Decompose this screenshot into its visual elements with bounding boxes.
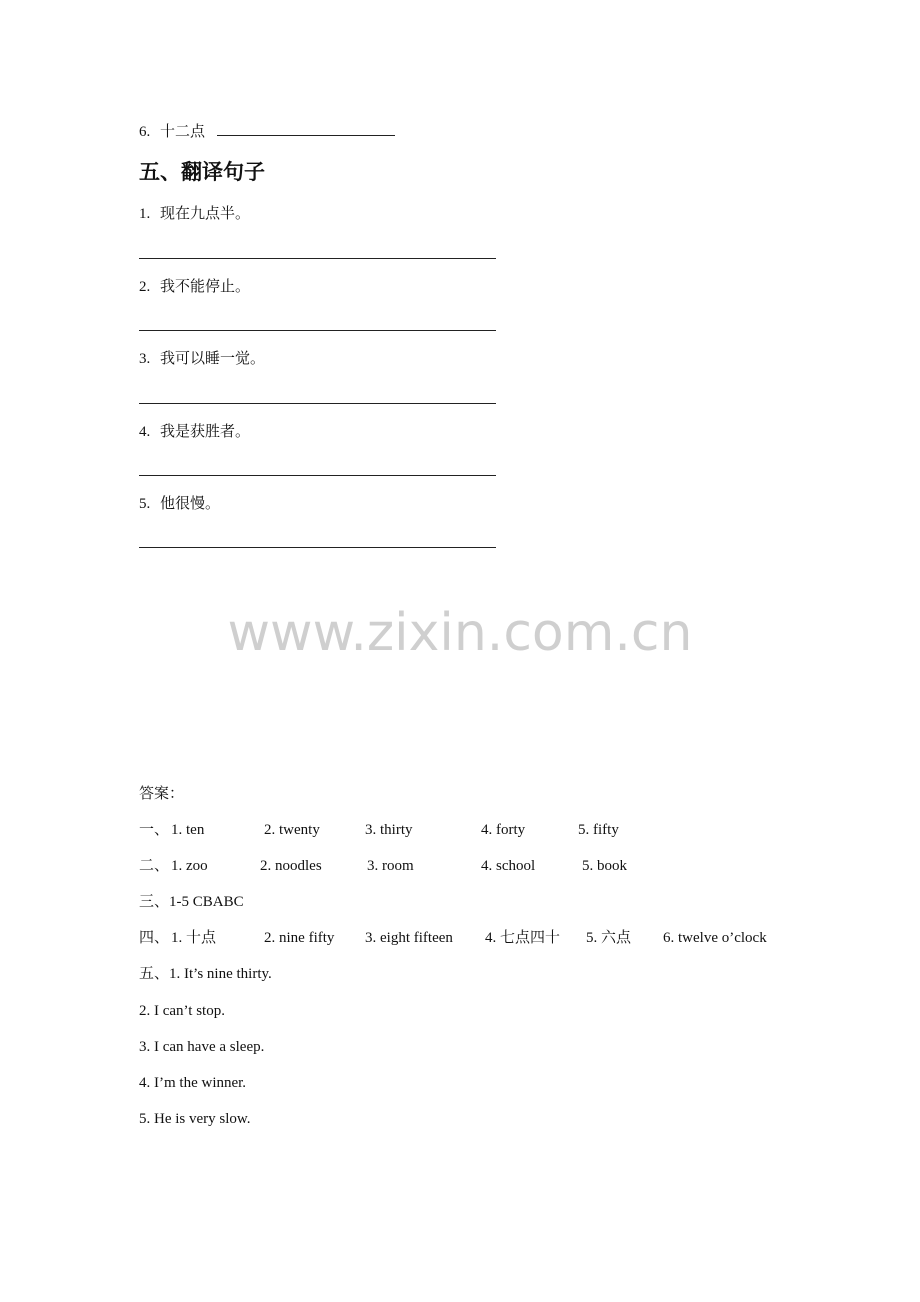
- answer-cell: 4. forty: [481, 822, 526, 838]
- translate-item-2: [139, 278, 250, 296]
- item-text: 我可以睡一觉。: [160, 351, 266, 367]
- item-number: 4.: [139, 424, 151, 440]
- row-prefix: 一、: [139, 822, 170, 838]
- item-text: 我是获胜者。: [160, 424, 251, 440]
- answer-line-4[interactable]: [139, 475, 496, 476]
- answer-row-5: 五、1. It’s nine thirty.: [139, 966, 272, 982]
- answer-row-1: [139, 821, 839, 839]
- item-number: 2.: [139, 279, 151, 295]
- answer-line: 3. I can have a sleep.: [139, 1039, 265, 1055]
- answer-line: 4. I’m the winner.: [139, 1075, 247, 1091]
- answers-label: 答案：: [139, 786, 185, 802]
- answer-line-3[interactable]: [139, 403, 496, 404]
- item-number: 5.: [139, 496, 151, 512]
- question-number: 6.: [139, 124, 151, 140]
- item-number: 3.: [139, 351, 151, 367]
- section-heading: 五、翻译句子: [139, 160, 265, 184]
- row-prefix: 四、: [139, 930, 170, 946]
- answer-cell: 3. eight fifteen: [365, 930, 453, 946]
- answer-row-2: [139, 857, 839, 875]
- answer-blank[interactable]: [217, 121, 395, 136]
- answer-line-1[interactable]: [139, 258, 496, 259]
- answer-cell: 5. fifty: [578, 822, 619, 838]
- answer-cell: 1. 十点: [171, 930, 217, 946]
- answer-line: 2. I can’t stop.: [139, 1003, 225, 1019]
- answer-row-3: 三、1-5 CBABC: [139, 894, 244, 910]
- answer-cell: 5. 六点: [586, 930, 632, 946]
- answer-line-2[interactable]: [139, 330, 496, 331]
- answer-cell: 5. book: [582, 858, 627, 874]
- translate-item-3: [139, 350, 265, 368]
- item-text: 他很慢。: [160, 496, 221, 512]
- translate-item-4: [139, 423, 250, 441]
- answer-cell: 1. ten: [171, 822, 205, 838]
- item-text: 现在九点半。: [160, 206, 251, 222]
- row-prefix: 二、: [139, 858, 170, 874]
- translate-item-1: [139, 205, 250, 223]
- item-text: 我不能停止。: [160, 279, 251, 295]
- answer-cell: 3. thirty: [365, 822, 413, 838]
- answer-row-4: [139, 929, 839, 947]
- answer-cell: 2. nine fifty: [264, 930, 335, 946]
- item-number: 1.: [139, 206, 151, 222]
- answer-line: 5. He is very slow.: [139, 1111, 251, 1127]
- watermark: www.zixin.com.cn: [227, 603, 693, 663]
- answer-cell: 4. school: [481, 858, 536, 874]
- answer-cell: 2. noodles: [260, 858, 322, 874]
- answer-line-5[interactable]: [139, 547, 496, 548]
- answer-cell: 4. 七点四十: [485, 930, 561, 946]
- translate-item-5: [139, 495, 220, 513]
- answer-cell: 1. zoo: [171, 858, 208, 874]
- answer-cell: 3. room: [367, 858, 414, 874]
- answer-cell: 2. twenty: [264, 822, 320, 838]
- answer-cell: 6. twelve o’clock: [663, 930, 767, 946]
- question-text: 十二点: [160, 124, 206, 140]
- question-6: [139, 121, 395, 141]
